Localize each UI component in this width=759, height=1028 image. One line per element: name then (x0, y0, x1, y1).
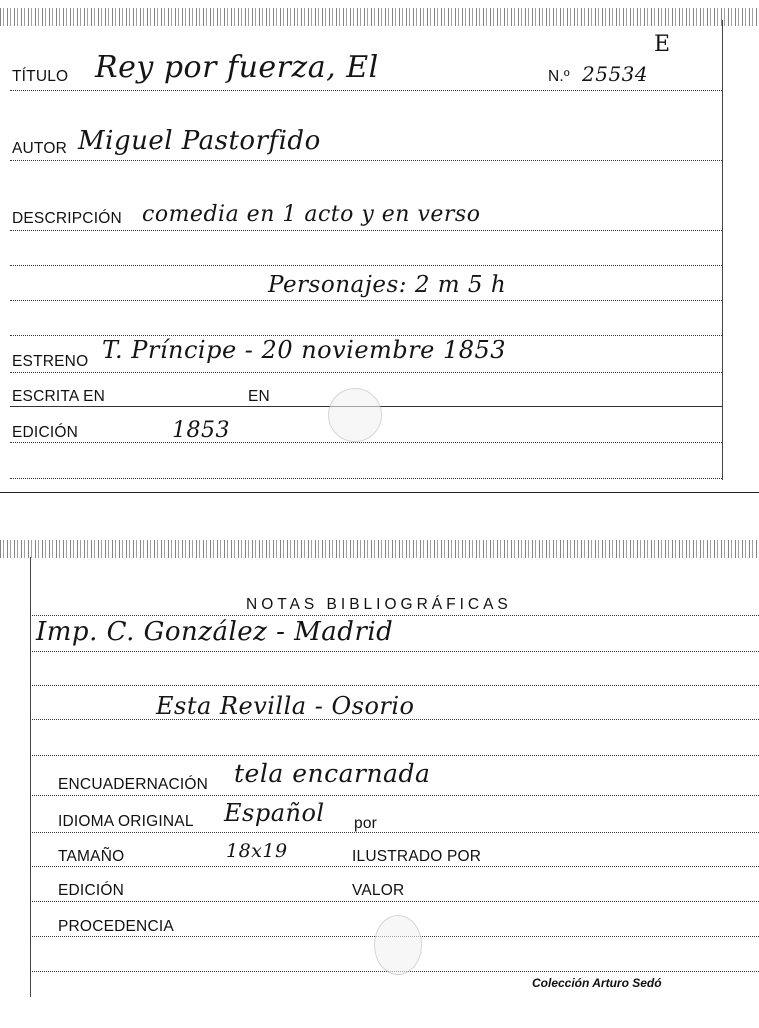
autor-label: AUTOR (12, 140, 67, 157)
procedencia-label: PROCEDENCIA (58, 918, 174, 935)
nota-2: Esta Revilla - Osorio (156, 692, 415, 720)
personajes-value: Personajes: 2 m 5 h (268, 272, 507, 298)
faded-stamp (328, 388, 382, 442)
numero-value: 25534 (582, 62, 649, 86)
rule-front-bottom (10, 478, 722, 479)
rule-estreno (10, 372, 722, 373)
descripcion-label: DESCRIPCIÓN (12, 210, 122, 227)
rule-titulo (10, 90, 722, 91)
collection-footer: Colección Arturo Sedó (532, 976, 662, 990)
encuadernacion-value: tela encarnada (234, 759, 431, 788)
rule-blank-4 (30, 755, 759, 756)
tamano-value: 18x19 (226, 840, 288, 862)
card-back-top-edge (0, 540, 759, 558)
rule-idioma (30, 832, 759, 833)
idioma-value: Español (224, 799, 325, 827)
rule-descripcion (10, 230, 722, 231)
rule-blank-3 (30, 685, 759, 686)
rule-tamano (30, 866, 759, 867)
titulo-value: Rey por fuerza, El (95, 50, 379, 85)
rule-encuadernacion (30, 795, 759, 796)
card-top-edge (0, 8, 759, 26)
notas-heading: NOTAS BIBLIOGRÁFICAS (246, 596, 512, 613)
rule-heading (30, 615, 759, 616)
rule-personajes (10, 300, 722, 301)
rule-nota-2 (30, 719, 759, 720)
rule-blank-1 (10, 265, 722, 266)
rule-nota-1 (30, 651, 759, 652)
ilustrado-label: ILUSTRADO POR (352, 848, 482, 865)
card-right-edge (722, 20, 723, 480)
en-label: EN (248, 388, 270, 405)
descripcion-value: comedia en 1 acto y en verso (142, 202, 481, 227)
faded-stamp-back (374, 915, 422, 975)
rule-edicion (10, 442, 722, 443)
valor-label: VALOR (352, 882, 405, 899)
catalog-card-back (0, 535, 759, 1028)
edicion-value: 1853 (172, 418, 230, 443)
titulo-label: TÍTULO (12, 68, 69, 85)
estreno-label: ESTRENO (12, 353, 89, 370)
catalog-card-front (0, 0, 759, 490)
idioma-label: IDIOMA ORIGINAL (58, 813, 194, 830)
corner-mark: E (654, 32, 671, 57)
rule-edicion-back (30, 901, 759, 902)
numero-label: N.º (548, 68, 570, 85)
escrita-en-label: ESCRITA EN (12, 388, 106, 405)
tamano-label: TAMAÑO (58, 848, 125, 865)
encuadernacion-label: ENCUADERNACIÓN (58, 776, 209, 793)
edicion-label: EDICIÓN (12, 424, 78, 441)
por-label: por (354, 815, 378, 832)
card-separator (0, 492, 759, 493)
edicion-back-label: EDICIÓN (58, 882, 124, 899)
estreno-value: T. Príncipe - 20 noviembre 1853 (102, 336, 507, 364)
card-back-left-edge (30, 557, 31, 997)
nota-1: Imp. C. González - Madrid (36, 617, 394, 647)
rule-autor (10, 160, 722, 161)
autor-value: Miguel Pastorfido (78, 126, 321, 156)
